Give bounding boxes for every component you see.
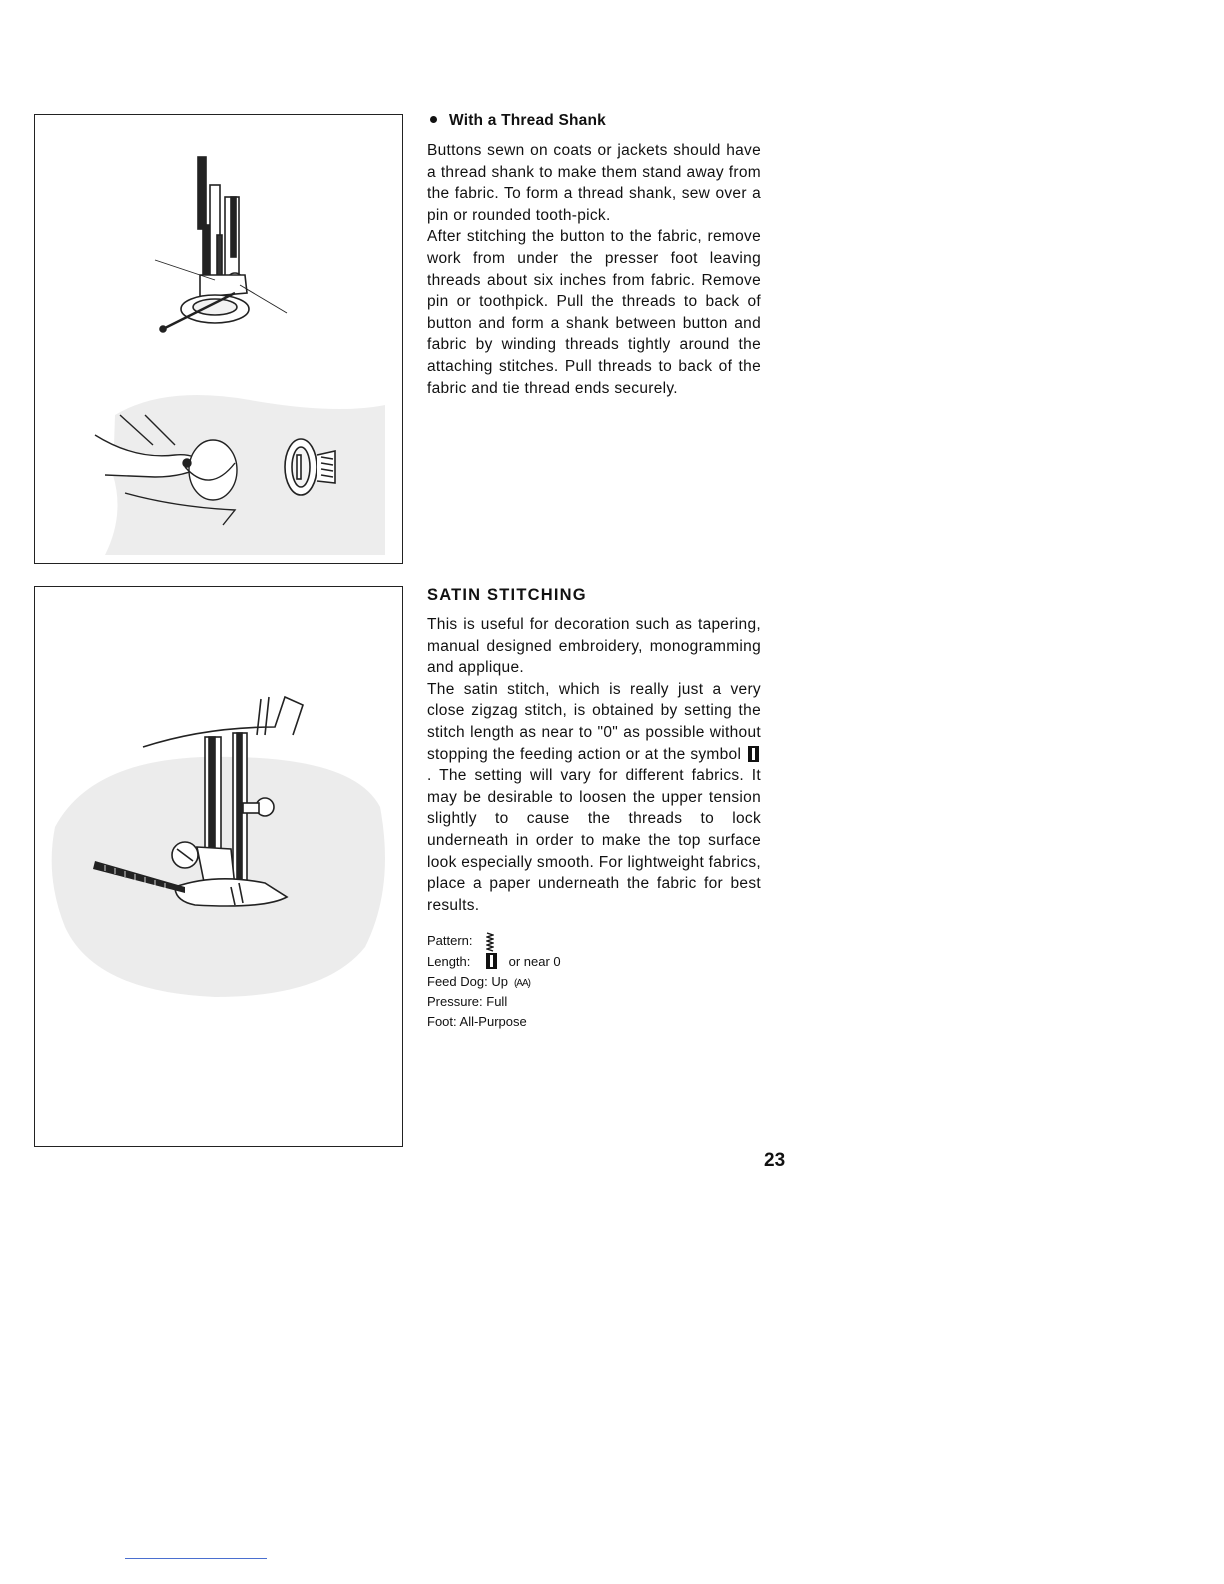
thread-shank-section bbox=[427, 112, 761, 399]
thread-shank-paragraph-1: Buttons sewn on coats or jackets should have a thread shank to make them stand away from the fabric. To form a thread shank, sew over a pin or rounded tooth-pick. bbox=[427, 142, 761, 224]
stitch-length-symbol-icon bbox=[748, 746, 759, 762]
satin-stitch-settings bbox=[427, 930, 761, 1032]
satin-paragraph-2: The satin stitch, which is really just a very close zigzag stitch, is obtained by setting the stitch length as near to "0" as possible without stopping the feeding action or at the symbol . The setting will vary for different fabrics. It may be desirable to loosen the upper tension slightly to cause the threads to lock underneath in order to make the top surface look especially smooth. For lightweight fabrics, place a paper underneath the fabric for best results. bbox=[427, 680, 762, 914]
satin-stitching-heading: SATIN STITCHING bbox=[427, 586, 587, 604]
satin-paragraph-1: This is useful for decoration such as tapering, manual designed embroidery, monogramming and applique. bbox=[427, 616, 761, 677]
illustration-satin-stitching bbox=[34, 586, 403, 1147]
thread-shank-body bbox=[427, 140, 761, 399]
thread-shank-subheading: With a Thread Shank bbox=[427, 112, 761, 130]
thread-shank-paragraph-2: After stitching the button to the fabric, remove work from under the presser foot leaving threads about six inches from fabric. Remove pin or toothpick. Pull the threads to back of button and form a shank between button and fabric by winding threads tightly around the attaching stitches. Pull threads to back of the fabric and tie thread ends securely. bbox=[427, 228, 761, 397]
length-row: Length: or near 0 bbox=[427, 954, 561, 970]
page-number: 23 bbox=[764, 1150, 786, 1171]
satin-zigzag-pattern-icon bbox=[486, 932, 494, 952]
feed-dog-row: Feed Dog: Up (AA) bbox=[427, 974, 530, 990]
machine-head bbox=[143, 697, 303, 747]
satin-stitch-drawing bbox=[35, 587, 402, 1146]
thread-shank-drawing bbox=[35, 115, 402, 563]
pressure-row: Pressure: Full bbox=[427, 994, 508, 1010]
stitch-length-symbol-icon bbox=[486, 953, 497, 969]
satin-stitching-section bbox=[427, 586, 761, 1032]
bullet-icon bbox=[430, 116, 437, 123]
pattern-row: Pattern: bbox=[427, 930, 761, 951]
feed-dog-up-icon: (AA) bbox=[513, 978, 530, 990]
footer-divider bbox=[125, 1558, 267, 1559]
button-with-pin bbox=[160, 293, 249, 332]
foot-row: Foot: All-Purpose bbox=[427, 1014, 527, 1030]
needle-assembly bbox=[155, 157, 287, 313]
satin-stitching-body bbox=[427, 614, 761, 916]
illustration-thread-shank bbox=[34, 114, 403, 564]
